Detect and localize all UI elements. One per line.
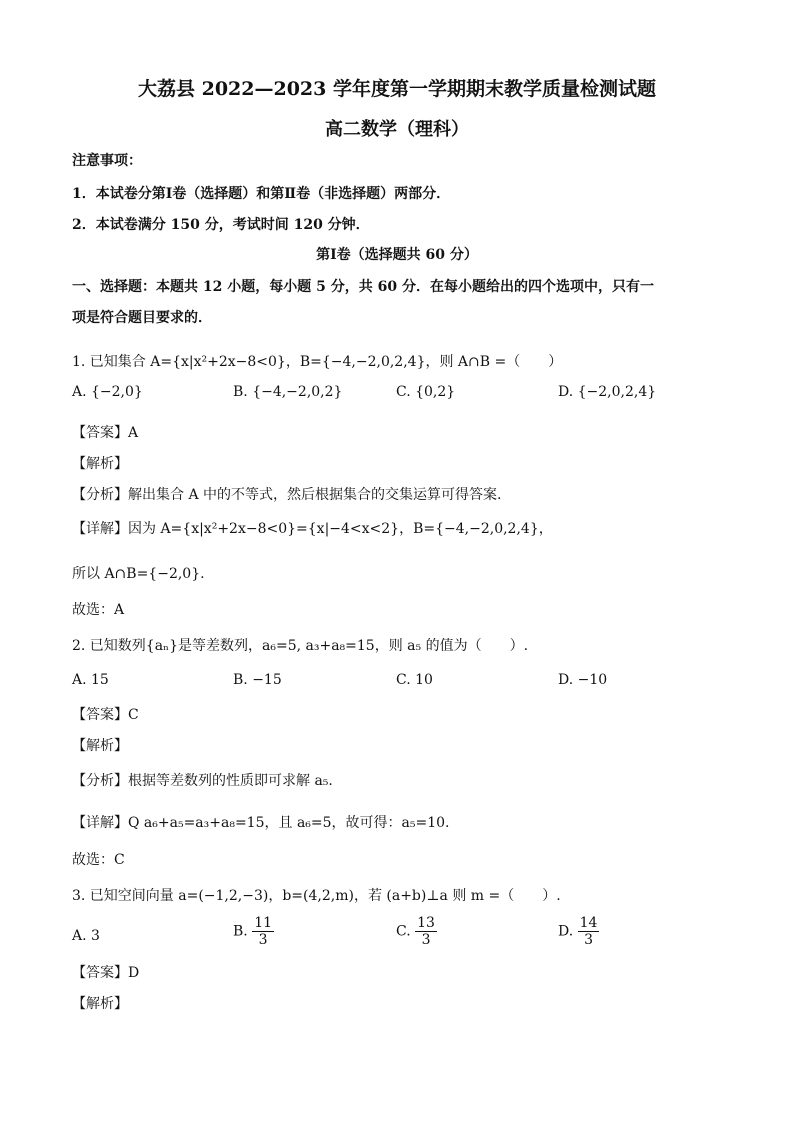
q3-option-d-numerator: 14 <box>579 915 598 931</box>
notes-item-2: 2．本试卷满分 150 分，考试时间 120 分钟． <box>72 217 370 233</box>
q3-stem: 3. 已知空间向量 a=(−1,2,−3)，b=(4,2,m)，若 (a+b)⊥a 则 m =（ ）. <box>72 888 561 904</box>
q3-option-d-fraction <box>578 915 600 948</box>
q2-choose: 故选：C <box>72 852 125 868</box>
q1-option-d: D. {−2,0,2,4} <box>558 384 657 400</box>
q3-option-d <box>558 915 599 948</box>
q2-option-d: D. −10 <box>558 672 608 688</box>
q1-choose: 故选：A <box>72 602 125 618</box>
q3-answer: 【答案】D <box>72 965 140 981</box>
section-intro-line2: 项是符合题目要求的． <box>72 310 212 326</box>
q1-conclusion: 所以 A∩B={−2,0}. <box>72 566 205 582</box>
q3-option-d-label: D. <box>558 923 574 940</box>
q3-option-b-fraction <box>252 915 274 948</box>
q3-option-b-numerator: 11 <box>254 915 273 931</box>
q3-option-c-numerator: 13 <box>417 915 435 931</box>
q2-option-c: C. 10 <box>396 672 433 688</box>
q1-analysis: 【分析】解出集合 A 中的不等式，然后根据集合的交集运算可得答案. <box>72 487 502 503</box>
q1-answer: 【答案】A <box>72 425 139 441</box>
exam-title: 大荔县 2022—2023 学年度第一学期期末教学质量检测试题 <box>138 78 656 100</box>
q3-option-c <box>396 915 437 948</box>
q3-option-b-label: B. <box>233 923 248 940</box>
q1-detail: 【详解】因为 A={x|x²+2x−8<0}={x|−4<x<2}，B={−4,−2,0,2,4}， <box>72 521 553 537</box>
notes-heading: 注意事项： <box>72 153 142 169</box>
q3-option-c-denominator: 3 <box>421 932 431 948</box>
section-intro-line1: 一、选择题：本题共 12 小题，每小题 5 分，共 60 分．在每小题给出的四个选项中，只有一 <box>72 279 654 295</box>
q2-option-a: A. 15 <box>72 672 109 688</box>
q3-option-c-label: C. <box>396 923 411 940</box>
q2-jiexi: 【解析】 <box>72 738 128 754</box>
q1-stem: 1. 已知集合 A={x|x²+2x−8<0}，B={−4,−2,0,2,4}，则 A∩B =（ ） <box>72 354 563 370</box>
part1-heading: 第Ⅰ卷（选择题共 60 分） <box>316 247 478 263</box>
q2-analysis: 【分析】根据等差数列的性质即可求解 a₅. <box>72 773 333 789</box>
q3-option-b <box>233 915 274 948</box>
q3-option-b-denominator: 3 <box>258 932 268 948</box>
q1-option-b: B. {−4,−2,0,2} <box>233 384 343 400</box>
q2-stem: 2. 已知数列{aₙ}是等差数列，a₆=5, a₃+a₈=15，则 a₅ 的值为（ ）. <box>72 638 529 654</box>
q1-option-a: A. {−2,0} <box>72 384 143 400</box>
notes-item-1: 1．本试卷分第Ⅰ卷（选择题）和第Ⅱ卷（非选择题）两部分． <box>72 186 451 202</box>
q3-jiexi: 【解析】 <box>72 996 128 1012</box>
exam-subtitle: 高二数学（理科） <box>325 119 469 140</box>
q3-option-a: A. 3 <box>72 928 100 944</box>
q2-answer: 【答案】C <box>72 707 139 723</box>
q3-option-c-fraction <box>415 915 437 948</box>
q3-option-d-denominator: 3 <box>584 932 594 948</box>
q2-detail: 【详解】Q a₆+a₅=a₃+a₈=15，且 a₆=5，故可得：a₅=10. <box>72 815 450 831</box>
q1-option-c: C. {0,2} <box>396 384 456 400</box>
q1-jiexi: 【解析】 <box>72 456 128 472</box>
q2-option-b: B. −15 <box>233 672 282 688</box>
